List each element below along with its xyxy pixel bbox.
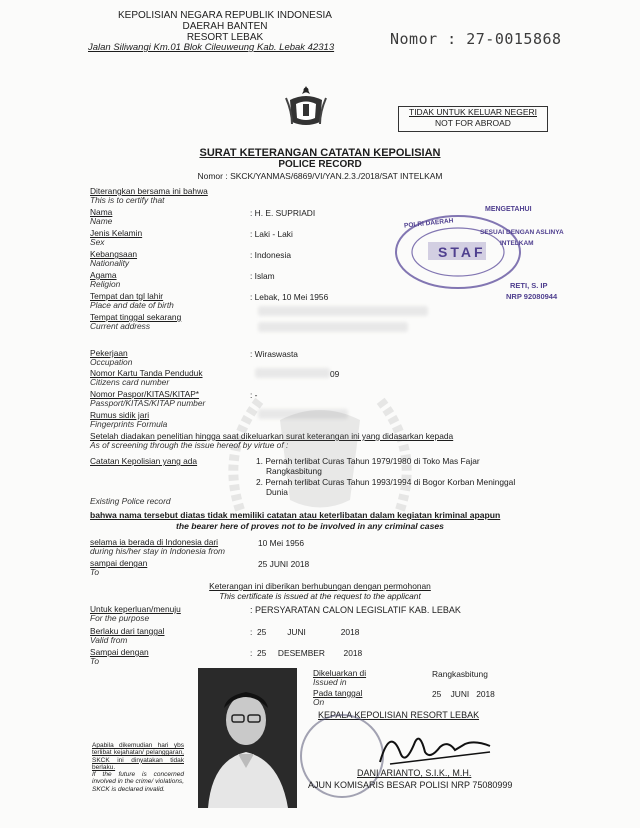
stamp-mengetahui: MENGETAHUI (485, 206, 532, 213)
valid-from-label: Berlaku dari tanggal Valid from (90, 626, 165, 645)
footnote: Apabila dikemudian hari ybs terlibat kejahatan/ pelanggaran, SKCK ini dinyatakan tidak berlaku. If the future is concerned involved in the crime/ violations, SKCK is declared invalid. (92, 742, 184, 793)
header-address: Jalan Siliwangi Km.01 Blok Cileuweung Kab. Lebak 42313 (88, 42, 335, 53)
title-id: SURAT KETERANGAN CATATAN KEPOLISIAN (199, 147, 441, 159)
field-ktp-value: 09 (330, 369, 340, 379)
redacted-address-1 (258, 306, 428, 316)
stamp-line-2: SESUAI DENGAN ASLINYA (480, 229, 564, 236)
statement-id: bahwa nama tersebut diatas tidak memiliki catatan atau keterlibatan dalam kegiatan kriminal apapun (90, 510, 501, 520)
issued-date-value: 25 JUNI 2018 (432, 689, 495, 699)
header-line-2: DAERAH BANTEN (182, 21, 268, 32)
title-number: Nomor : SKCK/YANMAS/6869/VI/YAN.2.3./2018/SAT INTELKAM (197, 171, 443, 181)
field-passport-label: Nomor Paspor/KITAS/KITAP* Passport/KITAS/KITAP number (90, 389, 206, 408)
restriction-line-2: NOT FOR ABROAD (435, 118, 511, 128)
intro: Diterangkan bersama ini bahwa This is to certify that (90, 186, 208, 205)
field-religion-value: : Islam (250, 271, 275, 281)
restriction-line-1: TIDAK UNTUK KELUAR NEGERI (409, 107, 537, 117)
stay-from-label: selama ia berada di Indonesia dari during his/her stay in Indonesia from (90, 537, 226, 556)
stamp-line-1: POLRI DAERAH (403, 217, 454, 230)
field-nama-value: : H. E. SUPRIADI (250, 208, 316, 218)
redacted-ktp (255, 368, 330, 378)
request-en: This certificate is issued at the request to the applicant (219, 591, 421, 601)
restriction-box (398, 106, 548, 132)
issued-date-label: Pada tanggal On (313, 688, 363, 707)
purpose-value: : PERSYARATAN CALON LEGISLATIF KAB. LEBAK (250, 605, 461, 615)
record-label: Catatan Kepolisian yang ada (90, 456, 198, 466)
watermark-emblem-icon (200, 380, 440, 520)
request-id: Keterangan ini diberikan berhubungan dengan permohonan (209, 581, 431, 591)
field-nationality-value: : Indonesia (250, 250, 291, 260)
header-line-3: RESORT LEBAK (186, 32, 264, 43)
stay-from-value: 10 Mei 1956 (258, 538, 305, 548)
record-item-1: 1. Pernah terlibat Curas Tahun 1979/1980 di Toko Mas Fajar Rangkasbitung (256, 456, 480, 476)
field-nama-label: Nama Name (90, 207, 113, 226)
title-en: POLICE RECORD (278, 159, 362, 170)
document-number: Nomor : 27-0015868 (390, 30, 562, 48)
stamp-center: STAF (438, 244, 486, 260)
valid-to-label: Sampai dengan To (90, 647, 149, 666)
field-sex-label: Jenis Kelamin Sex (90, 228, 143, 247)
issued-at-value: Rangkasbitung (432, 669, 488, 679)
field-occupation-value: : Wiraswasta (250, 349, 298, 359)
stay-to-value: 25 JUNI 2018 (258, 559, 310, 569)
record-item-2: 2. Pernah terlibat Curas Tahun 1993/1994 di Bogor Korban Meninggal Dunia (256, 477, 516, 497)
field-sex-value: : Laki - Laki (250, 229, 293, 239)
field-occupation-label: Pekerjaan Occupation (90, 348, 133, 367)
field-ktp-label: Nomor Kartu Tanda Penduduk Citizens card number (90, 368, 203, 387)
field-religion-label: Agama Religion (90, 270, 121, 289)
redacted-address-2 (258, 322, 408, 332)
issued-at-label: Dikeluarkan di Issued in (313, 668, 367, 687)
field-passport-value: : - (250, 390, 258, 400)
signatory-name: DANI ARIANTO, S.I.K., M.H. (357, 768, 472, 778)
statement-en: the bearer here of proves not to be involved in any criminal cases (176, 521, 444, 531)
valid-to-value: : 25 DESEMBER 2018 (250, 648, 363, 658)
field-fingerprint-label: Rumus sidik jari Fingerprints Formula (90, 410, 168, 429)
field-address-label: Tempat tinggal sekarang Current address (90, 312, 182, 331)
record-label-en: Existing Police record (90, 496, 171, 506)
stamp-name: RETI, S. IP (510, 281, 548, 290)
stamp-line-3: INTELKAM (500, 240, 534, 247)
field-nationality-label: Kebangsaan Nationality (90, 249, 138, 268)
signatory-title: KEPALA KEPOLISIAN RESORT LEBAK (318, 710, 480, 720)
police-emblem-icon (282, 82, 330, 130)
signatory-rank: AJUN KOMISARIS BESAR POLISI NRP 75080999 (308, 780, 513, 790)
screening-text: Setelah diadakan penelitian hingga saat dikeluarkan surat keterangan ini yang didasarkan kepada As of screening through the issue hereof by virtue of : (90, 431, 454, 450)
header-line-1: KEPOLISIAN NEGARA REPUBLIK INDONESIA (118, 10, 332, 21)
stamp-nrp: NRP 92080944 (506, 292, 558, 301)
field-birth-value: : Lebak, 10 Mei 1956 (250, 292, 329, 302)
field-birth-label: Tempat dan tgl lahir Place and date of birth (90, 291, 174, 310)
stay-to-label: sampai dengan To (90, 558, 148, 577)
valid-from-value: : 25 JUNI 2018 (250, 627, 360, 637)
purpose-label: Untuk keperluan/menuju For the purpose (90, 604, 181, 623)
applicant-photo (198, 668, 297, 808)
